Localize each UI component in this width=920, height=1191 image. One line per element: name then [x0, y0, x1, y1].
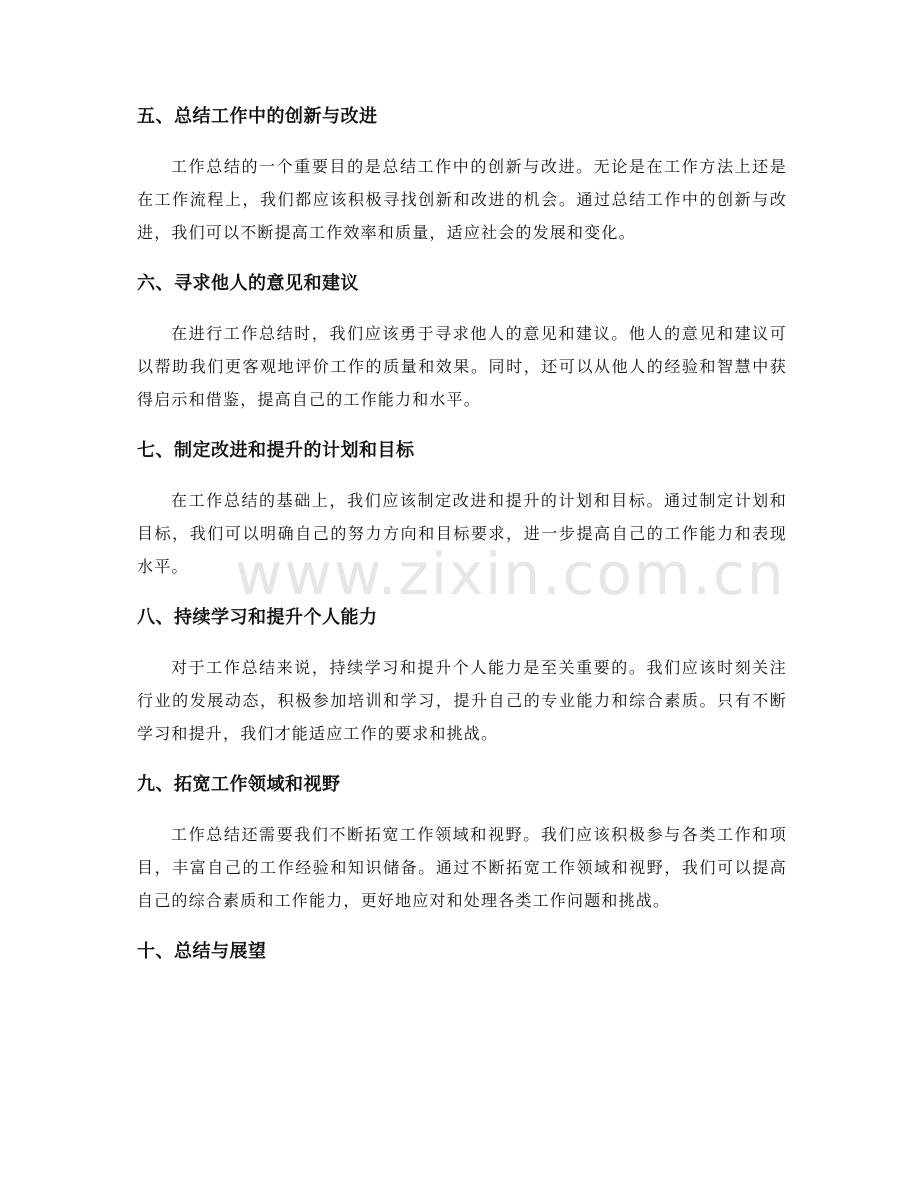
- section-9: [137, 772, 787, 917]
- section-paragraph: 在进行工作总结时，我们应该勇于寻求他人的意见和建议。他人的意见和建议可以帮助我们更客观地评价工作的质量和效果。同时，还可以从他人的经验和智慧中获得启示和借鉴，提高自己的工作能力和水平。: [137, 324, 787, 409]
- section-heading: 七、制定改进和提升的计划和目标: [137, 440, 415, 461]
- document-content: [137, 104, 787, 985]
- section-heading: 九、拓宽工作领域和视野: [137, 774, 341, 795]
- section-7: [137, 438, 787, 583]
- section-paragraph: 对于工作总结来说，持续学习和提升个人能力是至关重要的。我们应该时刻关注行业的发展动态，积极参加培训和学习，提升自己的专业能力和综合素质。只有不断学习和提升，我们才能适应工作的要求和挑战。: [137, 658, 787, 743]
- section-5: [137, 104, 787, 249]
- section-6: [137, 271, 787, 416]
- section-10: [137, 939, 787, 965]
- section-heading: 六、寻求他人的意见和建议: [137, 273, 359, 294]
- section-heading: 八、持续学习和提升个人能力: [137, 607, 378, 628]
- section-paragraph: 工作总结还需要我们不断拓宽工作领域和视野。我们应该积极参与各类工作和项目，丰富自己的工作经验和知识储备。通过不断拓宽工作领域和视野，我们可以提高自己的综合素质和工作能力，更好地应对和处理各类工作问题和挑战。: [137, 825, 787, 910]
- section-paragraph: 工作总结的一个重要目的是总结工作中的创新与改进。无论是在工作方法上还是在工作流程上，我们都应该积极寻找创新和改进的机会。通过总结工作中的创新与改进，我们可以不断提高工作效率和质量，适应社会的发展和变化。: [137, 157, 787, 242]
- watermark-text: www.zixin.com.cn: [235, 540, 786, 608]
- section-heading: 五、总结工作中的创新与改进: [137, 106, 378, 127]
- section-paragraph: 在工作总结的基础上，我们应该制定改进和提升的计划和目标。通过制定计划和目标，我们可以明确自己的努力方向和目标要求，进一步提高自己的工作能力和表现水平。: [137, 491, 787, 576]
- section-heading: 十、总结与展望: [137, 941, 267, 962]
- section-8: [137, 605, 787, 750]
